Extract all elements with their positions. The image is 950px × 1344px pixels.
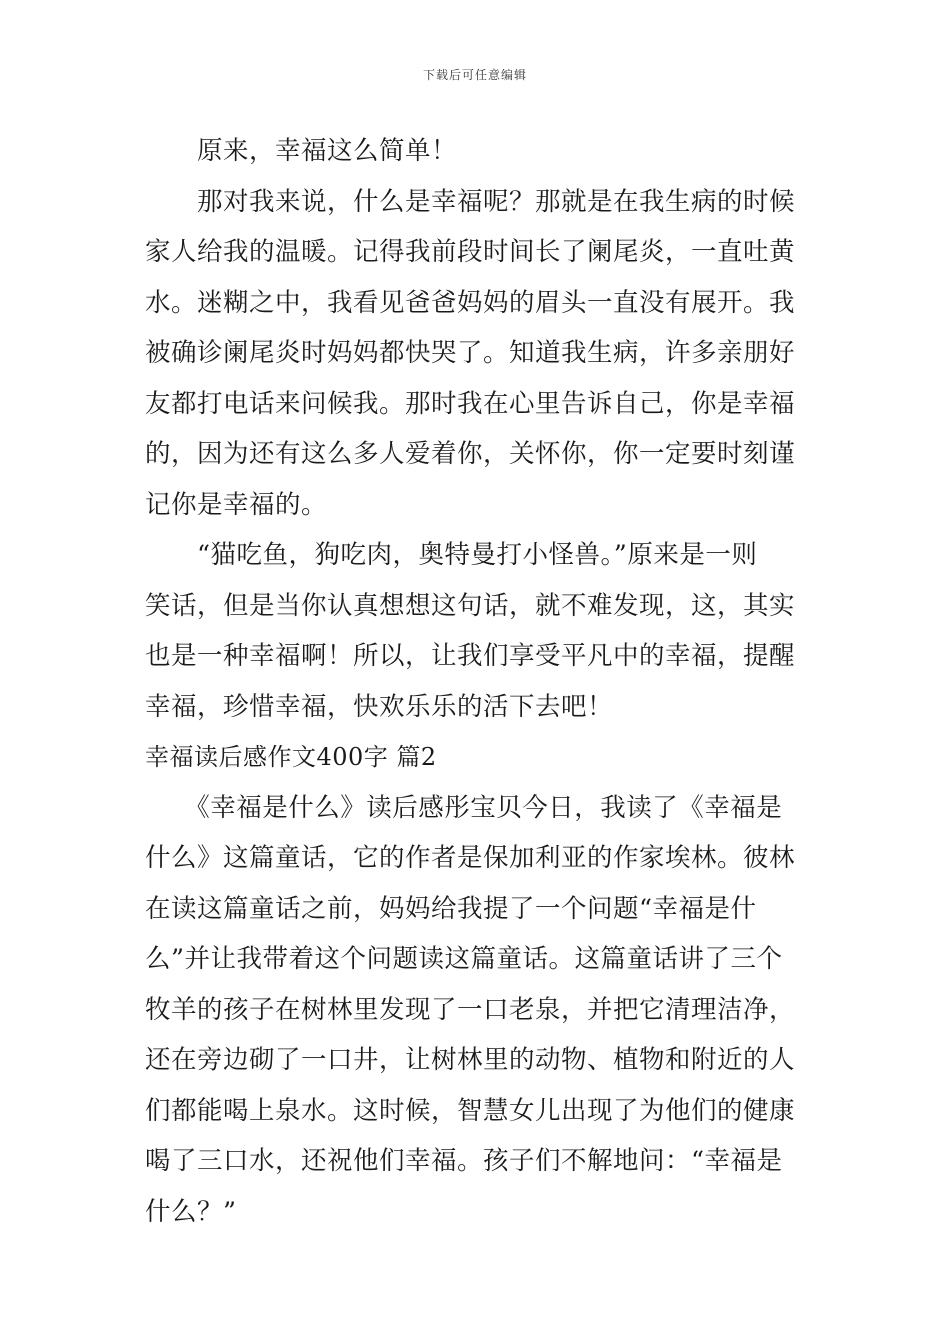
paragraph-line: 的，因为还有这么多人爱着你，关怀你，你一定要时刻谨 xyxy=(145,439,796,469)
paragraph-line: 么”并让我带着这个问题读这篇童话。这篇童话讲了三个 xyxy=(145,944,783,974)
paragraph-line: 原来，幸福这么简单！ xyxy=(145,136,458,166)
paragraph-line: 那对我来说，什么是幸福呢？那就是在我生病的时候 xyxy=(145,186,796,217)
paragraph-line: 牧羊的孩子在树林里发现了一口老泉，并把它清理洁净， xyxy=(145,994,796,1025)
paragraph-line: 记你是幸福的。 xyxy=(145,489,328,520)
paragraph-line: 什么》这篇童话，它的作者是保加利亚的作家埃林。彼林 xyxy=(145,843,796,873)
paragraph-line: 水。迷糊之中，我看见爸爸妈妈的眉头一直没有展开。我 xyxy=(145,287,796,318)
section-title: 幸福读后感作文400字 篇2 xyxy=(145,743,437,771)
paragraph-line: 还在旁边砌了一口井，让树林里的动物、植物和附近的人 xyxy=(145,1045,796,1075)
paragraph-line: 也是一种幸福啊！所以，让我们享受平凡中的幸福，提醒 xyxy=(145,641,796,671)
paragraph-line: 被确诊阑尾炎时妈妈都快哭了。知道我生病，许多亲朋好 xyxy=(145,338,796,368)
paragraph-line: 什么？” xyxy=(145,1196,237,1227)
document-body xyxy=(145,126,810,1237)
paragraph-line: 们都能喝上泉水。这时候，智慧女儿出现了为他们的健康 xyxy=(145,1095,796,1126)
paragraph-line: 友都打电话来问候我。那时我在心里告诉自己，你是幸福 xyxy=(145,388,796,419)
paragraph-line: 家人给我的温暖。记得我前段时间长了阑尾炎，一直吐黄 xyxy=(145,237,796,267)
paragraph-line: “猫吃鱼，狗吃肉，奥特曼打小怪兽。”原来是一则 xyxy=(145,540,758,570)
paragraph-line: 幸福，珍惜幸福，快欢乐乐的活下去吧！ xyxy=(145,691,614,722)
header-note: 下载后可任意编辑 xyxy=(422,68,527,82)
paragraph-line: 《幸福是什么》读后感彤宝贝今日，我读了《幸福是 xyxy=(145,792,783,823)
paragraph-line: 笑话，但是当你认真想想这句话，就不难发现，这，其实 xyxy=(145,590,796,621)
paragraph-line: 喝了三口水，还祝他们幸福。孩子们不解地问：“幸福是 xyxy=(145,1146,783,1176)
paragraph-line: 在读这篇童话之前，妈妈给我提了一个问题“幸福是什 xyxy=(145,893,757,924)
